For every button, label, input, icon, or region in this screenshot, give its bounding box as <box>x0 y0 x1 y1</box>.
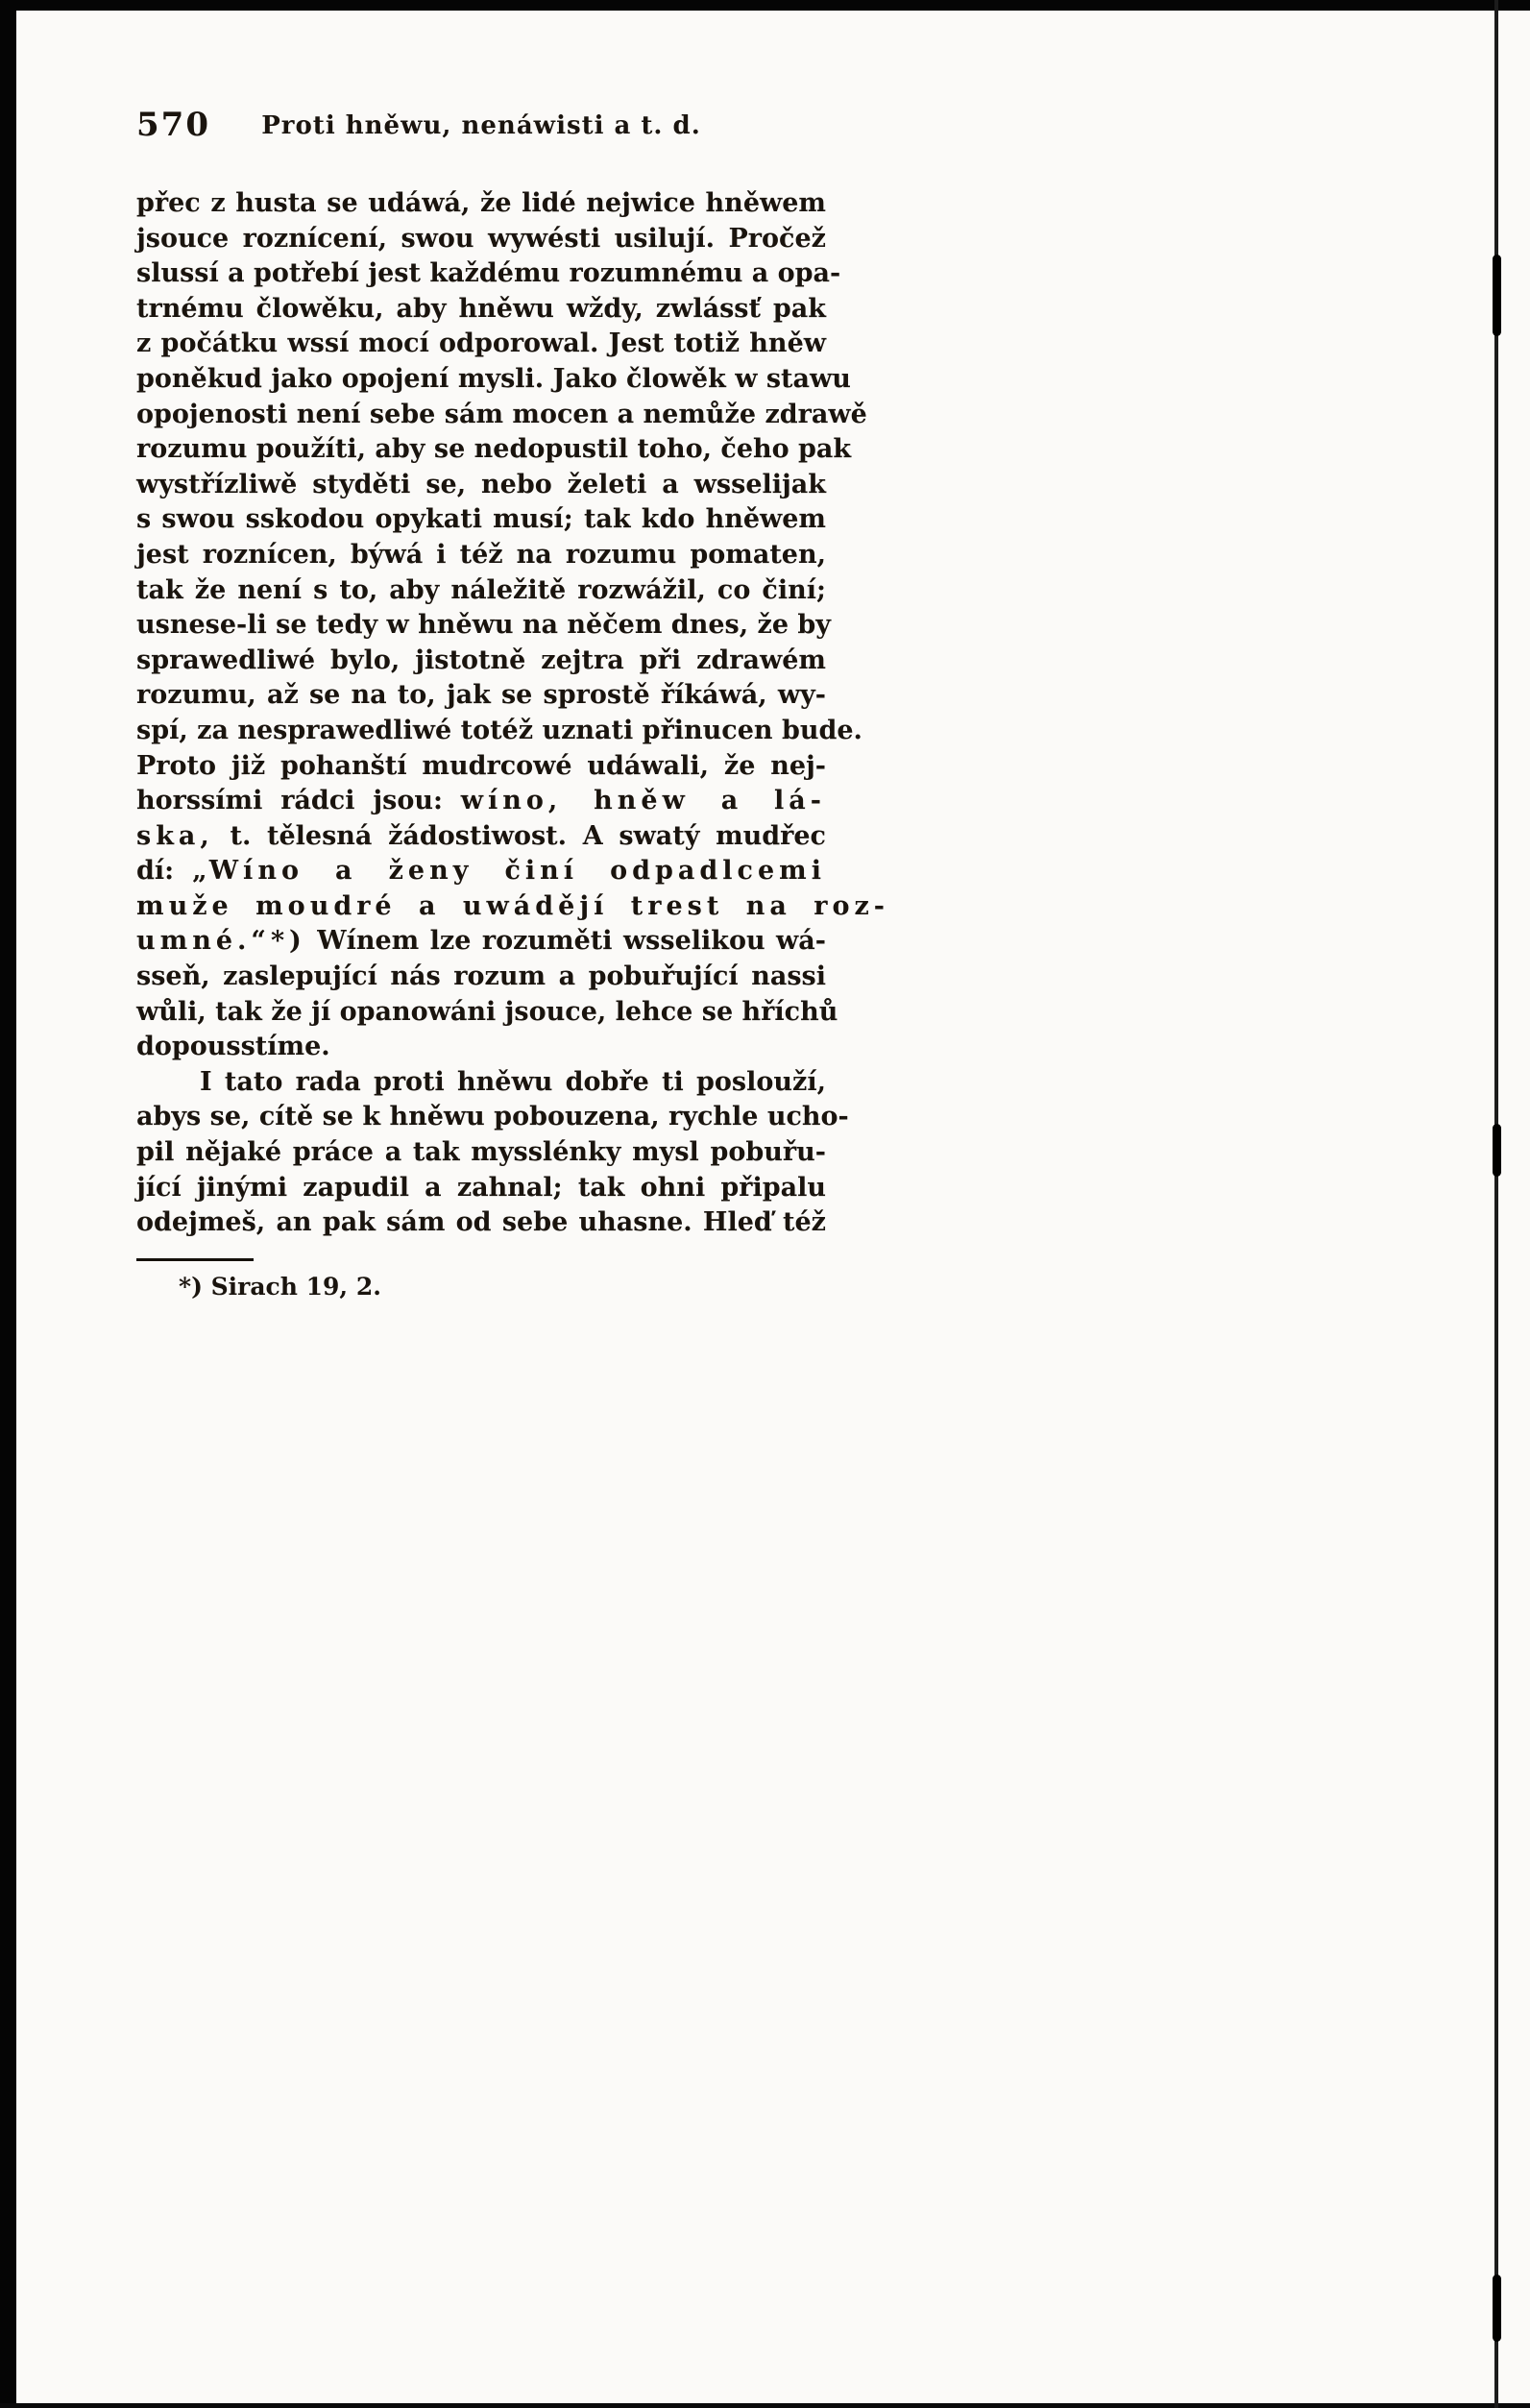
text-line <box>136 468 826 503</box>
text-line <box>136 644 826 679</box>
page-number: 570 <box>136 106 210 144</box>
text-segment: sprawedliwé bylo, jistotně zejtra při zdrawém <box>136 645 826 675</box>
text-line <box>136 1205 826 1241</box>
page-header <box>136 106 826 152</box>
book-binding-line <box>1494 0 1498 2408</box>
running-header: Proti hněwu, nenáwisti a t. d. <box>261 111 701 140</box>
text-segment: s swou sskodou opykati musí; tak kdo hněwem <box>136 504 826 535</box>
text-line <box>136 889 889 925</box>
text-line <box>136 573 826 609</box>
text-segment: pil nějaké práce a tak mysslénky mysl pobuřu- <box>136 1137 826 1168</box>
text-segment: Proto již pohanští mudrcowé udáwali, že nej- <box>136 750 826 781</box>
text-segment: jsouce roznícení, swou wywésti usilují. Pročež <box>136 223 826 254</box>
text-line <box>136 1171 826 1206</box>
text-segment: opojenosti není sebe sám mocen a nemůže zdrawě <box>136 399 867 429</box>
text-segment: poněkud jako opojení mysli. Jako člowěk w stawu <box>136 363 851 394</box>
scan-edge-top <box>0 0 1530 11</box>
text-segment: jící jinými zapudil a zahnal; tak ohni připalu <box>136 1172 826 1203</box>
body-text <box>136 186 889 1241</box>
text-segment: I tato rada proti hněwu dobře ti poslouží, <box>200 1066 826 1097</box>
text-line <box>136 256 841 292</box>
text-segment: usnese-li se tedy w hněwu na něčem dnes, že by <box>136 610 831 641</box>
text-segment: dí: <box>136 856 193 887</box>
text-line <box>136 924 826 960</box>
footnote-rule <box>136 1258 254 1261</box>
text-segment: jest roznícen, býwá i též na rozumu pomaten, <box>136 539 826 570</box>
text-line <box>136 995 838 1031</box>
text-line <box>136 854 826 889</box>
text-line <box>136 538 826 573</box>
footnote: *) Sirach 19, 2. <box>179 1272 381 1301</box>
scan-edge-left <box>0 0 16 2408</box>
text-line <box>136 362 851 398</box>
text-segment: wystřízliwě styděti se, nebo želeti a wsselijak <box>136 469 826 499</box>
text-line <box>136 608 831 644</box>
text-line <box>136 432 852 468</box>
binding-mark <box>1493 2274 1501 2342</box>
text-segment: Wínem lze rozuměti wsselikou wá- <box>305 926 826 957</box>
text-segment: přec z husta se udáwá, že lidé nejwice hněwem <box>136 188 826 218</box>
text-line <box>136 1100 849 1135</box>
emphasized-text: muže moudré a uwádějí trest na roz- <box>136 890 889 921</box>
text-segment: spí, za nesprawedliwé totéž uznati přinucen bude. <box>136 715 862 745</box>
emphasized-text: „Wíno a ženy činí odpadlcemi <box>192 856 826 887</box>
text-line <box>136 714 862 749</box>
text-segment: odejmeš, an pak sám od sebe uhasne. Hleď též <box>136 1207 826 1238</box>
text-line <box>136 222 826 257</box>
text-line <box>136 292 826 328</box>
text-segment: z počátku wssí mocí odporowal. Jest totiž hněw <box>136 328 826 359</box>
emphasized-text: ska, <box>136 820 214 851</box>
text-line <box>136 784 826 819</box>
text-block <box>136 106 889 1301</box>
emphasized-text: wíno, hněw a lá- <box>460 786 827 816</box>
text-line <box>136 678 826 714</box>
text-segment: t. tělesná žádostiwost. A swatý mudřec <box>213 820 826 851</box>
text-segment: abys se, cítě se k hněwu pobouzena, rychle ucho- <box>136 1102 849 1132</box>
text-line <box>136 398 867 433</box>
text-line <box>136 502 826 538</box>
text-segment: trnému člowěku, aby hněwu wždy, zwlássť pak <box>136 293 826 324</box>
text-line <box>136 1065 826 1101</box>
text-segment: rozumu, až se na to, jak se sprostě říkáwá, wy- <box>136 680 826 711</box>
text-segment: rozumu použíti, aby se nedopustil toho, čeho pak <box>136 434 852 465</box>
text-line <box>136 1030 826 1065</box>
text-segment: wůli, tak že jí opanowáni jsouce, lehce se hříchů <box>136 996 838 1027</box>
text-line <box>136 749 826 785</box>
text-line <box>136 960 826 995</box>
text-line <box>136 1135 826 1171</box>
text-segment: slussí a potřebí jest každému rozumnému a opa- <box>136 258 841 289</box>
binding-mark <box>1493 255 1501 336</box>
text-line <box>136 819 826 855</box>
text-segment: horssími rádci jsou: <box>136 786 461 816</box>
text-line <box>136 327 826 362</box>
text-segment: sseň, zaslepující nás rozum a pobuřující nassi <box>136 961 826 992</box>
text-segment: dopousstíme. <box>136 1032 330 1062</box>
text-segment: tak že není s to, aby náležitě rozwážil, co činí; <box>136 574 826 605</box>
text-line <box>136 186 826 222</box>
scan-edge-bottom <box>0 2403 1530 2408</box>
binding-mark <box>1493 1124 1501 1177</box>
emphasized-text: umné.“*) <box>136 926 306 957</box>
